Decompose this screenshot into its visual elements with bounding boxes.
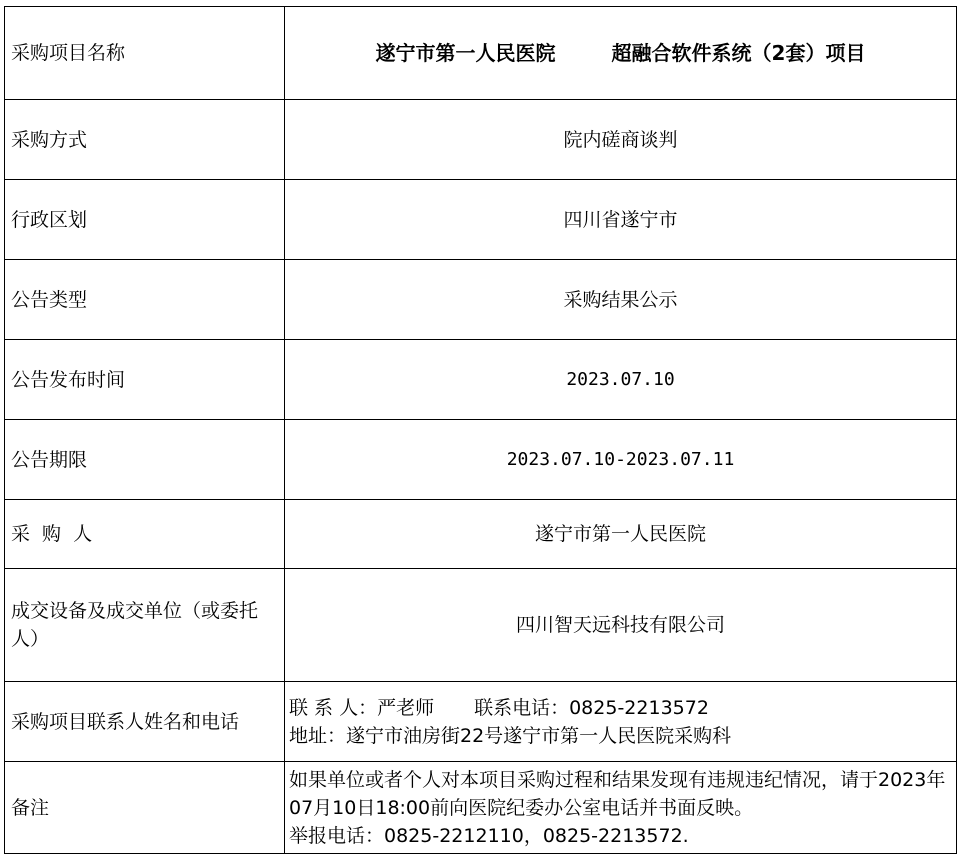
method-value: 院内磋商谈判 — [285, 100, 957, 180]
row-project-name — [5, 7, 957, 100]
publish-time-label: 公告发布时间 — [5, 340, 285, 420]
row-period — [5, 420, 957, 500]
contact-label: 采购项目联系人姓名和电话 — [5, 682, 285, 762]
purchaser-label: 采 购 人 — [5, 500, 285, 569]
method-label: 采购方式 — [5, 100, 285, 180]
publish-time-value — [285, 340, 957, 420]
remarks-line-2: 举报电话：0825-2212110，0825-2213572. — [289, 824, 689, 847]
region-label: 行政区划 — [5, 180, 285, 260]
contact-address: 地址：遂宁市油房街22号遂宁市第一人民医院采购科 — [289, 724, 732, 747]
row-winner — [5, 569, 957, 682]
row-purchaser — [5, 500, 957, 569]
remarks-line-1: 如果单位或者个人对本项目采购过程和结果发现有违规违纪情况，请于2023年07月10日18:00前向医院纪委办公室电话并书面反映。 — [289, 768, 946, 819]
row-notice-type — [5, 260, 957, 340]
purchaser-value: 遂宁市第一人民医院 — [285, 500, 957, 569]
notice-type-value: 采购结果公示 — [285, 260, 957, 340]
contact-phone: 联系电话：0825-2213572 — [474, 696, 709, 719]
winner-label: 成交设备及成交单位（或委托人） — [5, 569, 285, 682]
period-value — [285, 420, 957, 500]
period-text: 2023.07.10-2023.07.11 — [506, 449, 735, 470]
row-publish-time — [5, 340, 957, 420]
project-name-item: 超融合软件系统（2套）项目 — [611, 41, 866, 65]
row-region — [5, 180, 957, 260]
remarks-value — [285, 762, 957, 854]
region-value: 四川省遂宁市 — [285, 180, 957, 260]
project-name-hospital: 遂宁市第一人民医院 — [375, 41, 556, 65]
project-name-label: 采购项目名称 — [5, 7, 285, 100]
contact-person: 联 系 人：严老师 — [289, 696, 435, 719]
row-method — [5, 100, 957, 180]
notice-type-label: 公告类型 — [5, 260, 285, 340]
period-label: 公告期限 — [5, 420, 285, 500]
contact-line — [289, 694, 950, 722]
contact-value — [285, 682, 957, 762]
publish-time-text: 2023.07.10 — [566, 369, 675, 390]
project-name-value — [285, 7, 957, 100]
procurement-result-table — [4, 6, 957, 854]
row-remarks — [5, 762, 957, 854]
remarks-label: 备注 — [5, 762, 285, 854]
row-contact — [5, 682, 957, 762]
winner-value: 四川智天远科技有限公司 — [285, 569, 957, 682]
